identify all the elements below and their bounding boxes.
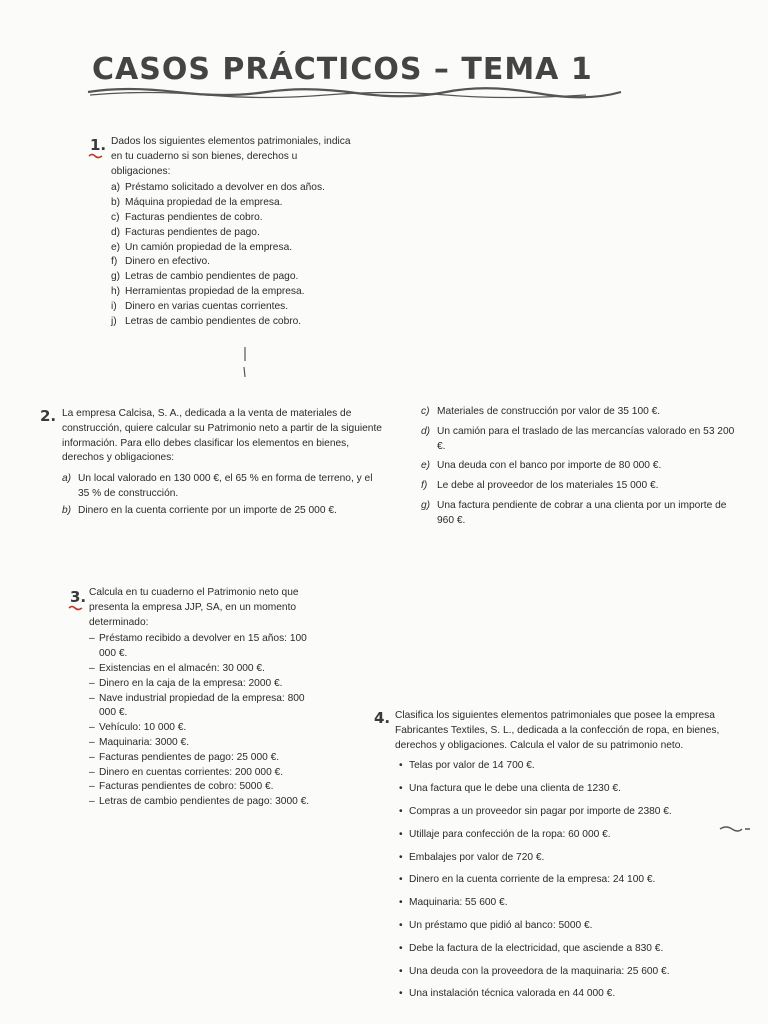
list-item: • Embalajes por valor de 720 €. xyxy=(399,851,725,866)
exercise-4-list xyxy=(399,759,725,1002)
exercise-2-intro: La empresa Calcisa, S. A., dedicada a la venta de materiales de construcción, quiere calcular su Patrimonio neto a partir de la siguiente información. Para ello debes clasificar los elementos en bienes, derechos y obligaciones: xyxy=(62,408,382,464)
list-item: a) Préstamo solicitado a devolver en dos años. xyxy=(111,182,325,194)
list-item: a) Un local valorado en 130 000 €, el 65 % en forma de terreno, y el 35 % de construcción. xyxy=(62,473,373,499)
list-item: f) Le debe al proveedor de los materiales 15 000 €. xyxy=(421,480,659,492)
exercise-3-number: 3. xyxy=(70,588,87,606)
list-item: e) Un camión propiedad de la empresa. xyxy=(111,241,293,253)
title-underline xyxy=(86,84,626,100)
list-item: – Dinero en la caja de la empresa: 2000 €. xyxy=(89,677,321,692)
pencil-scribble xyxy=(718,824,752,834)
list-item: • Maquinaria: 55 600 €. xyxy=(399,896,725,911)
list-item: h) Herramientas propiedad de la empresa. xyxy=(111,285,305,297)
list-item: • Una instalación técnica valorada en 44 000 €. xyxy=(399,987,725,1002)
list-item: e) Una deuda con el banco por importe de 80 000 €. xyxy=(421,460,662,472)
page-title: CASOS PRÁCTICOS – TEMA 1 xyxy=(92,52,593,87)
red-underline-mark xyxy=(88,153,104,159)
list-item: • Dinero en la cuenta corriente de la empresa: 24 100 €. xyxy=(399,873,725,888)
list-item: – Préstamo recibido a devolver en 15 años: 100 000 €. xyxy=(89,632,321,662)
exercise-4-intro: Clasifica los siguientes elementos patrimoniales que posee la empresa Fabricantes Textiles, S. L., dedicada a la confección de ropa, en bienes, derechos y obligaciones. Calcula el valor de su patrimonio neto. xyxy=(395,710,720,751)
list-item: – Vehículo: 10 000 €. xyxy=(89,721,321,736)
list-item: – Nave industrial propiedad de la empresa: 800 000 €. xyxy=(89,692,321,722)
exercise-1-list xyxy=(111,181,356,329)
exercise-2-right xyxy=(421,405,741,531)
exercise-2-list-left xyxy=(62,472,382,518)
list-item: • Una deuda con la proveedora de la maquinaria: 25 600 €. xyxy=(399,965,725,980)
exercise-2-number: 2. xyxy=(40,407,57,425)
list-item: j) Letras de cambio pendientes de cobro. xyxy=(111,315,302,327)
list-item: b) Dinero en la cuenta corriente por un importe de 25 000 €. xyxy=(62,504,337,516)
list-item: – Letras de cambio pendientes de pago: 3000 €. xyxy=(89,795,321,810)
list-item: – Facturas pendientes de pago: 25 000 €. xyxy=(89,751,321,766)
exercise-1 xyxy=(111,135,356,329)
list-item: i) Dinero en varias cuentas corrientes. xyxy=(111,300,289,312)
exercise-3 xyxy=(89,586,321,810)
red-underline-mark xyxy=(68,605,84,611)
list-item: – Dinero en cuentas corrientes: 200 000 €. xyxy=(89,766,321,781)
list-item: d) Un camión para el traslado de las mercancías valorado en 53 200 €. xyxy=(421,425,735,452)
list-item: • Telas por valor de 14 700 €. xyxy=(399,759,725,774)
exercise-2-left xyxy=(62,407,382,521)
list-item: • Una factura que le debe una clienta de 1230 €. xyxy=(399,782,725,797)
exercise-4-number: 4. xyxy=(374,709,391,727)
list-item: – Maquinaria: 3000 €. xyxy=(89,736,321,751)
list-item: f) Dinero en efectivo. xyxy=(111,256,210,268)
list-item: • Compras a un proveedor sin pagar por importe de 2380 €. xyxy=(399,805,725,820)
list-item: g) Una factura pendiente de cobrar a una clienta por un importe de 960 €. xyxy=(421,499,727,526)
exercise-3-intro: Calcula en tu cuaderno el Patrimonio neto que presenta la empresa JJP, SA, en un momento determinado: xyxy=(89,587,299,628)
exercise-1-intro: Dados los siguientes elementos patrimoniales, indica en tu cuaderno si son bienes, derechos u obligaciones: xyxy=(111,136,351,177)
list-item: g) Letras de cambio pendientes de pago. xyxy=(111,271,299,283)
list-item: – Facturas pendientes de cobro: 5000 €. xyxy=(89,780,321,795)
exercise-1-number: 1. xyxy=(90,136,107,154)
list-item: • Un préstamo que pidió al banco: 5000 €. xyxy=(399,919,725,934)
list-item: d) Facturas pendientes de pago. xyxy=(111,226,260,238)
list-item: • Debe la factura de la electricidad, que asciende a 830 €. xyxy=(399,942,725,957)
exercise-2-list-right xyxy=(421,405,741,529)
pencil-scribble xyxy=(240,345,250,379)
list-item: c) Materiales de construcción por valor de 35 100 €. xyxy=(421,406,661,417)
list-item: c) Facturas pendientes de cobro. xyxy=(111,211,263,223)
list-item: • Utillaje para confección de la ropa: 60 000 €. xyxy=(399,828,725,843)
exercise-4 xyxy=(395,709,725,1010)
list-item: b) Máquina propiedad de la empresa. xyxy=(111,197,283,209)
exercise-3-list xyxy=(89,632,321,810)
list-item: – Existencias en el almacén: 30 000 €. xyxy=(89,662,321,677)
